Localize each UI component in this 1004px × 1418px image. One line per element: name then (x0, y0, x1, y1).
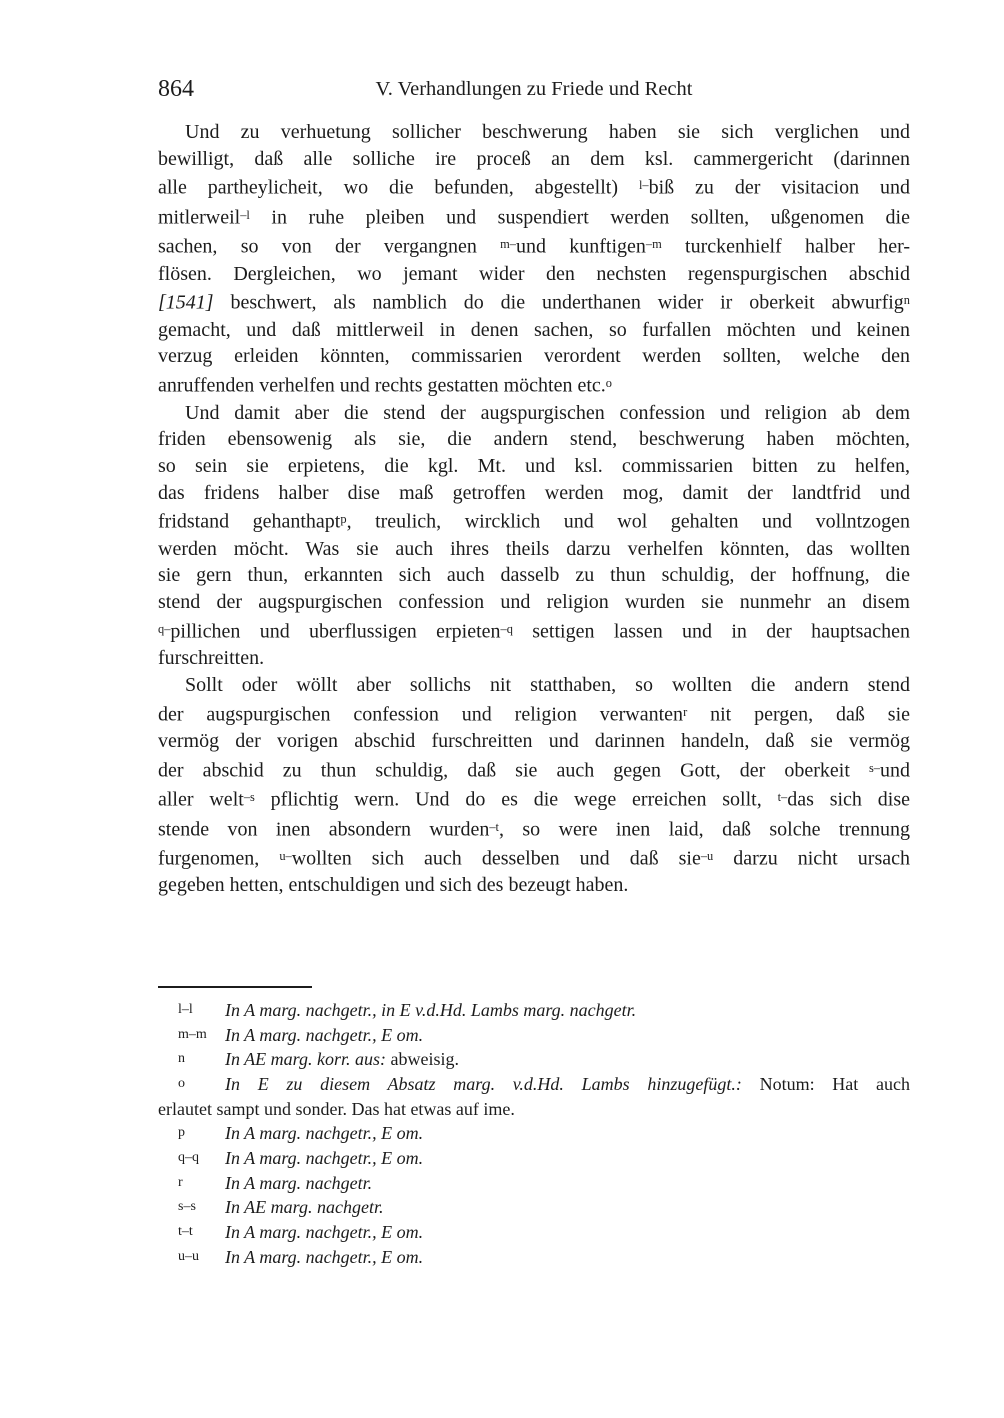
text-segment: In A marg. nachgetr., in E v.d.Hd. Lambs marg. nachgetr. (225, 1000, 637, 1021)
body-text-line (158, 645, 910, 672)
footnote-line (158, 1146, 910, 1171)
footnote-line (158, 1047, 910, 1072)
body-text-line (158, 202, 910, 231)
text-segment: settigen lassen und in der hauptsachen (512, 620, 910, 643)
footnote-sigla: q–q (178, 1149, 199, 1165)
body-text-line (158, 453, 910, 480)
text-segment: sie gern thun, erkannten sich auch dasselb zu thun schuldig, der hoffnung, die (158, 564, 910, 587)
text-segment: In A marg. nachgetr., E om. (225, 1123, 424, 1144)
body-text-line (158, 506, 910, 535)
body-text-line (158, 562, 910, 589)
text-segment: beschwert, als namblich do die underthanen wider ir oberkeit abwurfig (213, 292, 904, 315)
body-text-line (158, 814, 910, 843)
text-segment: In AE marg. nachgetr. (225, 1197, 384, 1218)
footnote-sigla: l–l (178, 1002, 193, 1017)
text-segment: friden ebensowenig als sie, die andern stend, beschwerung haben möchten, (158, 428, 910, 451)
body-text-line (158, 480, 910, 507)
footnote-line (158, 1121, 910, 1146)
text-segment: furgenomen, (158, 847, 280, 870)
text-segment: der abschid zu thun schuldig, daß sie auch gegen Gott, der oberkeit (158, 759, 869, 782)
body-text-line (158, 119, 910, 146)
body-text-line (158, 343, 910, 370)
text-segment: abweisig. (386, 1049, 459, 1070)
page-header (158, 76, 910, 106)
text-segment: der augspurgischen confession und religion verwanten (158, 703, 684, 726)
text-segment: mitlerweil (158, 206, 241, 229)
body-text-line (158, 261, 910, 288)
body-text-line (158, 843, 910, 872)
body-text-line (158, 699, 910, 728)
running-head: V. Verhandlungen zu Friede und Recht (375, 78, 693, 100)
footnote-line (158, 1023, 910, 1048)
body-text-line (158, 172, 910, 201)
footnote-line (158, 1245, 910, 1270)
text-segment: werden möcht. Was sie auch ihres theils darzu verhelfen könnten, das wollten (158, 537, 910, 560)
text-segment: stend der augspurgischen confession und religion wurden sie nunmehr an disem (158, 591, 910, 614)
footnote-line (158, 1195, 910, 1220)
text-segment: das fridens halber dise maß getroffen werden mog, damit der landtfrid und (158, 481, 910, 504)
text-segment: biß zu der visitacion und (648, 177, 910, 200)
apparatus-marker: q– (158, 621, 171, 636)
text-segment: Und damit aber die stend der augspurgischen confession und religion ab dem (185, 401, 910, 424)
apparatus-marker: t– (777, 790, 788, 805)
body-text-line (158, 589, 910, 616)
text-segment: bewilligt, daß alle solliche ire proceß an dem ksl. cammergericht (darinnen (158, 147, 910, 170)
text-segment: In A marg. nachgetr., E om. (225, 1024, 424, 1045)
body-text-line (158, 400, 910, 427)
text-segment: wollten sich auch desselben und daß sie (291, 847, 701, 870)
text-segment: das sich dise (787, 788, 910, 811)
footnote-line (158, 998, 910, 1023)
apparatus-marker: p (340, 512, 347, 527)
text-segment: fridstand gehanthapt (158, 511, 341, 534)
text-segment: In A marg. nachgetr., E om. (225, 1246, 424, 1267)
text-segment: verzug erleiden könnten, commissarien verordent werden sollten, welche den (158, 345, 910, 368)
body-text-line (158, 784, 910, 813)
footnote-sigla: o (178, 1076, 185, 1092)
footnote-sigla: p (178, 1125, 185, 1141)
body-text (158, 119, 910, 899)
text-segment: In E zu diesem Absatz marg. v.d.Hd. Lambs hinzugefügt.: (225, 1074, 742, 1095)
text-segment: turckenhielf halber her- (661, 235, 911, 258)
apparatus-marker: m– (500, 237, 516, 252)
text-segment: pflichtig wern. Und do es die wege erreichen sollt, (254, 788, 778, 811)
body-text-line (158, 672, 910, 699)
body-text-line (158, 146, 910, 173)
body-text-line (158, 287, 910, 316)
body-text-line (158, 231, 910, 260)
body-text-line (158, 755, 910, 784)
footnote-sigla: t–t (178, 1223, 193, 1239)
footnote-line (158, 1097, 910, 1122)
footnote-sigla: n (178, 1051, 185, 1067)
apparatus-marker: r (683, 704, 688, 719)
text-segment: flösen. Dergleichen, wo jemant wider den nechsten regenspurgischen abschid (158, 262, 910, 285)
text-segment: In AE marg. korr. aus: (225, 1049, 386, 1070)
text-segment: erlautet sampt und sonder. Das hat etwas auf ime. (158, 1098, 515, 1119)
text-segment: darzu nicht ursach (713, 847, 910, 870)
text-segment: nit pergen, daß sie (687, 703, 911, 726)
text-segment: aller welt (158, 788, 244, 811)
apparatus-marker: –u (700, 849, 714, 864)
text-segment: In A marg. nachgetr., E om. (225, 1148, 424, 1169)
text-segment: vermög der vorigen abschid furschreitten und darinnen handeln, daß sie vermög (158, 730, 910, 753)
body-text-line (158, 728, 910, 755)
text-segment: , so were inen laid, daß solche trennung (498, 818, 910, 841)
text-segment: in ruhe pleiben und suspendiert werden sollten, ußgenomen die (249, 206, 910, 229)
text-segment: gegeben hetten, entschuldigen und sich des bezeugt haben. (158, 874, 629, 897)
page-number: 864 (158, 76, 194, 102)
text-segment: Und zu verhuetung sollicher beschwerung haben sie sich verglichen und (185, 121, 910, 143)
footnote-rule (158, 986, 312, 988)
footnote-line (158, 1072, 910, 1097)
body-text-line (158, 536, 910, 563)
footnote-sigla: m–m (178, 1026, 207, 1042)
apparatus-marker: u– (279, 849, 292, 864)
apparatus-marker: –l (240, 207, 250, 222)
text-segment: so sein sie erpietens, die kgl. Mt. und ksl. commissarien bitten zu helfen, (158, 454, 910, 477)
text-segment: , treulich, wircklich und wol gehalten und vollntzogen (346, 511, 910, 534)
body-text-line (158, 872, 910, 899)
text-segment: und kunftigen (515, 235, 646, 258)
footnote-line (158, 1220, 910, 1245)
apparatus-marker: o (605, 376, 612, 391)
body-text-line (158, 317, 910, 344)
apparatus-marker: –m (645, 237, 662, 252)
footnote-sigla: r (178, 1174, 183, 1190)
text-segment: In A marg. nachgetr., E om. (225, 1222, 424, 1243)
footnote-sigla: s–s (178, 1199, 196, 1215)
body-text-line (158, 616, 910, 645)
text-segment: und (880, 759, 910, 782)
text-segment: sachen, so von der vergangnen (158, 235, 501, 258)
apparatus-marker: –t (489, 819, 499, 834)
apparatus-marker: –s (243, 790, 255, 805)
text-segment: alle partheylicheit, wo die befunden, abgestellt) (158, 177, 639, 200)
apparatus-marker: n (903, 293, 910, 308)
body-text-line (158, 370, 910, 399)
text-segment: pillichen und uberflussigen erpieten (170, 620, 501, 643)
text-segment: gemacht, und daß mittlerweil in denen sachen, so furfallen möchten und keinen (158, 318, 910, 341)
text-segment: In A marg. nachgetr. (225, 1172, 373, 1193)
text-segment: Sollt oder wöllt aber sollichs nit statthaben, so wollten die andern stend (185, 673, 910, 696)
text-segment: furschreitten. (158, 647, 265, 670)
apparatus-marker: –q (500, 621, 513, 636)
body-text-line (158, 426, 910, 453)
text-segment: stende von inen absondern wurden (158, 818, 490, 841)
footnote-line (158, 1171, 910, 1196)
text-segment: anruffenden verhelfen und rechts gestatten möchten etc. (158, 374, 606, 397)
apparatus-marker: s– (868, 760, 880, 775)
footnotes-section (158, 998, 910, 1269)
text-segment: Notum: Hat auch (741, 1074, 910, 1095)
footnote-sigla: u–u (178, 1248, 199, 1264)
text-segment: [1541] (158, 292, 214, 315)
apparatus-marker: l– (638, 178, 649, 193)
